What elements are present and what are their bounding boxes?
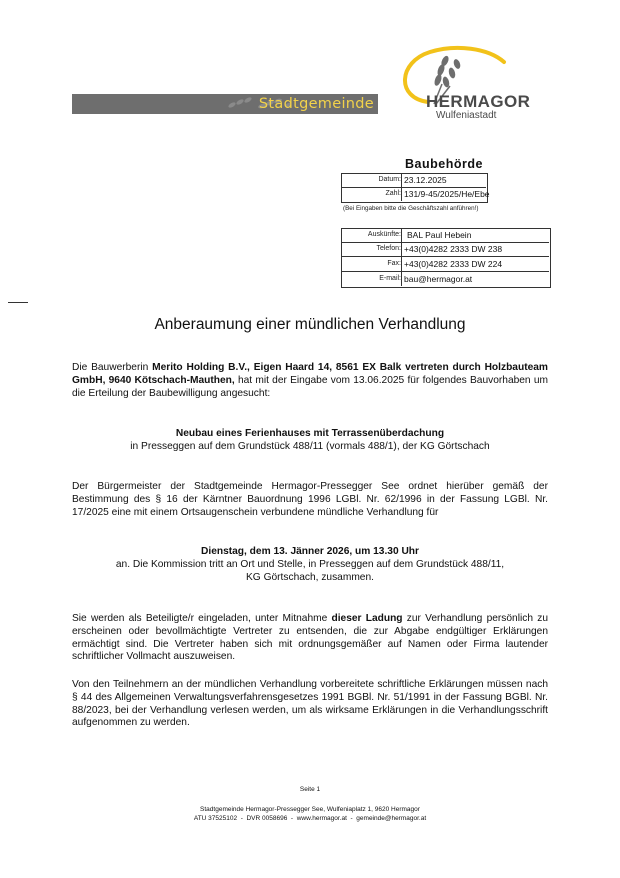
number-value: 131/9-45/2025/He/Ebe bbox=[404, 189, 490, 199]
appointment-line-1: an. Die Kommission tritt an Ort und Stelle, in Presseggen auf dem Grundstück 488/11, bbox=[115, 558, 505, 570]
date-value: 23.12.2025 bbox=[404, 175, 447, 185]
invitation-paragraph bbox=[72, 613, 548, 664]
project-title: Neubau eines Ferienhauses mit Terrassenüberdachung bbox=[175, 428, 445, 439]
footer-address: Stadtgemeinde Hermagor-Pressegger See, Wulfeniaplatz 1, 9620 Hermagor bbox=[200, 806, 420, 813]
invitation-prefix: Sie werden als Beteiligte/r eingeladen, unter Mitnahme bbox=[72, 613, 332, 624]
email-value: bau@hermagor.at bbox=[404, 274, 473, 284]
phone-label: Telefon: bbox=[376, 245, 401, 252]
invitation-bold: dieser Ladung bbox=[331, 613, 403, 624]
fax-value: +43(0)4282 2333 DW 224 bbox=[404, 259, 503, 269]
page-number: Seite 1 bbox=[299, 786, 321, 793]
municipality-banner-label: Stadtgemeinde bbox=[258, 96, 374, 112]
document-title: Anberaumung einer mündlichen Verhandlung bbox=[154, 316, 466, 333]
authority-heading: Baubehörde bbox=[405, 157, 483, 171]
intro-suffix: hat mit der Eingabe vom 13.06.2025 für folgendes Bauvorhaben um die Erteilung der Baubewilligung angesucht: bbox=[72, 374, 548, 399]
order-paragraph: Der Bürgermeister der Stadtgemeinde Hermagor-Pressegger See ordnet hierüber gemäß der Bestimmung des § 16 der Kärntner Bauordnung 1996 LGBl. Nr. 62/1996 in der Fassung LGBl. Nr. 17/2025 eine mit einem Ortsaugenschein verbundene mündliche Verhandlung für bbox=[72, 481, 548, 518]
brand-subtitle: Wulfeniastadt bbox=[436, 110, 497, 121]
info-label: Auskünfte: bbox=[367, 231, 401, 238]
written-statements-paragraph: Von den Teilnehmern an der mündlichen Verhandlung vorbereitete schriftliche Erklärungen müssen nach § 44 des Allgemeinen Verwaltungsverfahrensgesetzes 1991 BGBl. Nr. 51/1991 in der Fassung BGBl. Nr. 88/2023, bei der Verhandlung verlesen werden, um als wirksame Erklärungen in die Verhandlungsschrift aufgenommen zu werden. bbox=[72, 679, 548, 729]
invitation-suffix: zur Verhandlung persönlich zu erscheinen oder bevollmächtigte Vertreter zu entsenden, die zur Abgabe endgültiger Erklärungen ermächtigt sind. Die Vertreter haben sich mit ordnungsgemäßer auf Namen oder Firma lautender schriftlicher Vollmacht auszuweisen. bbox=[72, 613, 548, 663]
intro-prefix: Die Bauwerberin bbox=[72, 362, 153, 373]
email-label: E-mail: bbox=[379, 275, 401, 282]
brand-name: HERMAGOR bbox=[426, 92, 531, 111]
phone-value: +43(0)4282 2333 DW 238 bbox=[404, 244, 503, 254]
project-block bbox=[72, 428, 548, 454]
reference-hint: (Bei Eingaben bitte die Geschäftszahl anführen!) bbox=[343, 205, 479, 212]
applicant-name: Merito Holding B.V., Eigen Haard 14, 8561 EX Balk vertreten durch Holzbauteam GmbH, 9640 Kötschach-Mauthen, bbox=[72, 362, 548, 386]
municipality-banner bbox=[72, 94, 378, 114]
intro-paragraph bbox=[72, 362, 548, 400]
fold-mark bbox=[8, 302, 28, 303]
date-label: Datum: bbox=[378, 176, 401, 183]
appointment-line-2: KG Görtschach, zusammen. bbox=[246, 571, 374, 583]
fax-label: Fax: bbox=[387, 260, 401, 267]
info-value: BAL Paul Hebein bbox=[407, 230, 472, 240]
project-location: in Presseggen auf dem Grundstück 488/11 (vormals 488/1), der KG Görtschach bbox=[130, 440, 490, 452]
appointment-datetime: Dienstag, dem 13. Jänner 2026, um 13.30 Uhr bbox=[201, 546, 419, 557]
number-label: Zahl: bbox=[385, 190, 401, 197]
footer-ids: ATU 37525102 - DVR 0058696 - www.hermagor.at - gemeinde@hermagor.at bbox=[193, 815, 427, 822]
appointment-block bbox=[72, 546, 548, 584]
